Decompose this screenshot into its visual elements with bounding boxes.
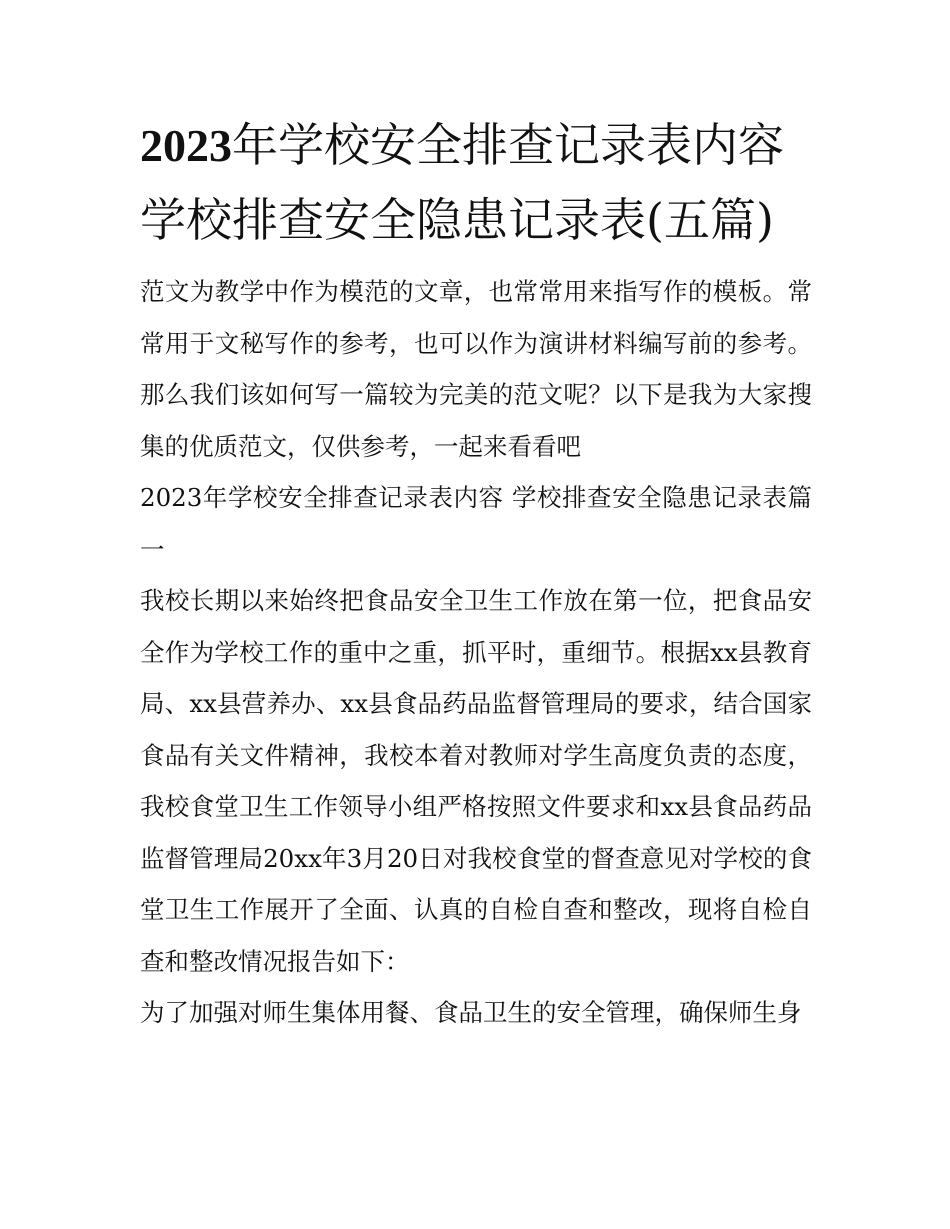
body-paragraph-1: 我校长期以来始终把食品安全卫生工作放在第一位，把食品安全作为学校工作的重中之重，抓平时，重细节。根据xx县教育局、xx县营养办、xx县食品药品监督管理局的要求，结合国家食品有关文件精神，我校本着对教师对学生高度负责的态度，我校食堂卫生工作领导小组严格按照文件要求和xx县食品药品监督管理局20xx年3月20日对我校食堂的督查意见对学校的食堂卫生工作展开了全面、认真的自检自查和整改，现将自检自查和整改情况报告如下： (140, 586, 812, 976)
title-text: 年学校安全排查记录表内容 学校排查安全隐患记录表(五篇) (140, 118, 784, 247)
intro-paragraph: 范文为教学中作为模范的文章，也常常用来指写作的模板。常常用于文秘写作的参考，也可以作为演讲材料编写前的参考。那么我们该如何写一篇较为完美的范文呢？以下是我为大家搜集的优质范文，仅供参考，一起来看看吧 (140, 277, 812, 461)
title-year: 2023 (140, 120, 232, 171)
document-title (140, 108, 812, 258)
section-heading: 2023年学校安全排查记录表内容 学校排查安全隐患记录表篇一 (140, 483, 812, 564)
body-paragraph-2: 为了加强对师生集体用餐、食品卫生的安全管理，确保师生身 (140, 998, 802, 1027)
document-content (140, 108, 812, 1039)
